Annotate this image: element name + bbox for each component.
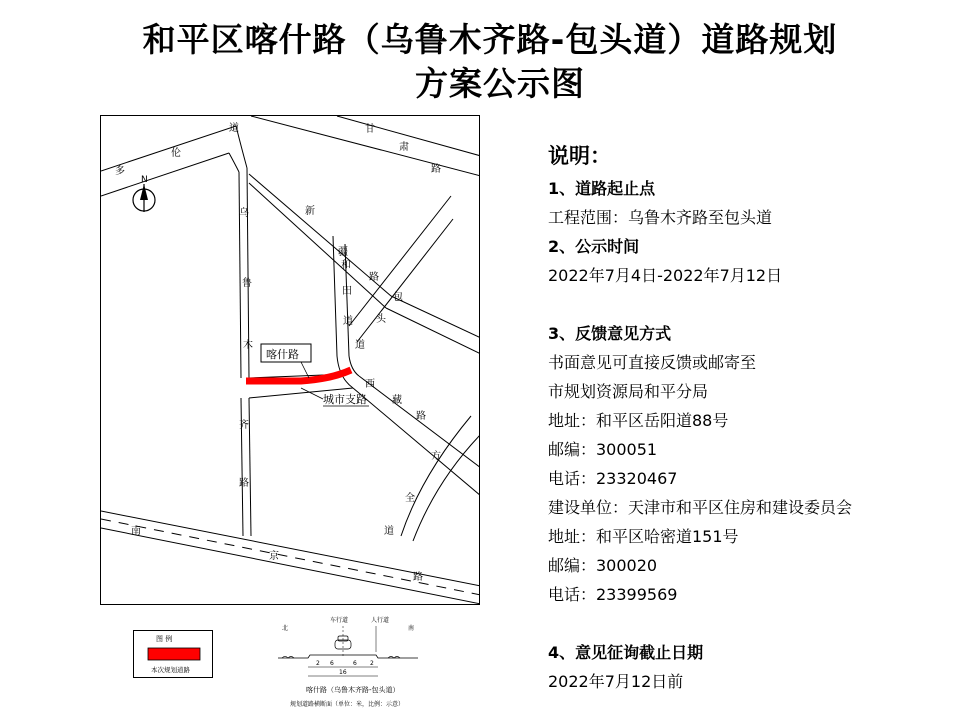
street-char: 田 bbox=[342, 286, 352, 297]
street-char: 多 bbox=[115, 166, 125, 177]
street-char: 京 bbox=[269, 551, 279, 562]
target-road-label: 喀什路 bbox=[266, 348, 299, 361]
section-2-title: 2、公示时间 bbox=[548, 237, 640, 256]
street-char: 藏 bbox=[392, 395, 402, 406]
street-char: 木 bbox=[243, 340, 253, 351]
north-label: N bbox=[141, 175, 148, 185]
section-3-line: 书面意见可直接反馈或邮寄至 bbox=[548, 353, 757, 372]
section-1-title: 1、道路起止点 bbox=[548, 179, 656, 198]
page-title bbox=[0, 18, 960, 106]
section-caption-1: 喀什路（乌鲁木齐路-包头道） bbox=[306, 686, 400, 694]
street-char: 道 bbox=[343, 316, 353, 327]
section-dim: 2 bbox=[370, 660, 374, 667]
section-3-line: 电话：23320467 bbox=[548, 469, 678, 488]
street-char: 南 bbox=[131, 526, 141, 537]
section-3-line: 电话：23399569 bbox=[548, 585, 678, 604]
spacer bbox=[548, 290, 948, 319]
street-char: 新 bbox=[305, 206, 315, 217]
section-3-line: 市规划资源局和平分局 bbox=[548, 382, 709, 401]
section-total-dim: 16 bbox=[339, 669, 347, 676]
street-char: 道 bbox=[355, 340, 365, 351]
road-centerline bbox=[101, 519, 480, 595]
section-3-line: 地址：和平区哈密道151号 bbox=[548, 527, 739, 546]
street-char: 路 bbox=[416, 411, 426, 422]
section-2-text: 2022年7月4日-2022年7月12日 bbox=[548, 266, 783, 285]
section-caption-2: 规划道路横断面（单位：米，比例：示意） bbox=[290, 701, 405, 708]
title-line-2: 方案公示图 bbox=[415, 64, 585, 103]
spacer bbox=[548, 609, 948, 638]
map-legend bbox=[133, 630, 213, 678]
street-char: 路 bbox=[413, 572, 423, 583]
section-1-text: 工程范围：乌鲁木齐路至包头道 bbox=[548, 208, 773, 227]
street-char: 道 bbox=[229, 123, 239, 134]
title-line-1: 和平区喀什路（乌鲁木齐路-包头道）道路规划 bbox=[142, 20, 838, 59]
section-3-line: 建设单位：天津市和平区住房和建设委员会 bbox=[548, 498, 853, 517]
road-class-label: 城市支路 bbox=[323, 393, 367, 406]
section-right-label: 南 bbox=[408, 625, 415, 632]
legend-caption: 本次规划道路 bbox=[151, 666, 190, 674]
section-3-line: 邮编：300051 bbox=[548, 440, 658, 459]
section-3-line: 地址：和平区岳阳道88号 bbox=[548, 411, 729, 430]
street-char: 西 bbox=[365, 379, 375, 390]
notes-heading: 说明： bbox=[548, 144, 611, 168]
section-4-text: 2022年7月12日前 bbox=[548, 672, 684, 691]
street-char: 甘 bbox=[365, 124, 375, 135]
section-carriageway-label: 车行道 bbox=[330, 617, 349, 624]
section-dim: 2 bbox=[316, 660, 320, 667]
street-char: 道 bbox=[384, 526, 394, 537]
street-char: 路 bbox=[369, 272, 379, 283]
section-sidewalk-label: 人行道 bbox=[371, 617, 390, 624]
street-char: 和 bbox=[341, 260, 351, 271]
street-char: 疆 bbox=[338, 247, 348, 258]
section-left-label: 北 bbox=[282, 625, 289, 632]
street-char: 乌 bbox=[239, 208, 249, 219]
section-dim: 6 bbox=[330, 660, 334, 667]
explanation-panel bbox=[548, 140, 948, 696]
street-char: 路 bbox=[239, 478, 249, 489]
site-map bbox=[100, 115, 480, 605]
street-char: 伦 bbox=[171, 148, 181, 159]
street-char: 路 bbox=[431, 164, 441, 175]
section-3-title: 3、反馈意见方式 bbox=[548, 324, 672, 343]
street-char: 肃 bbox=[399, 142, 409, 153]
street-char: 头 bbox=[376, 314, 386, 325]
section-3-line: 邮编：300020 bbox=[548, 556, 658, 575]
cross-section-diagram bbox=[268, 612, 438, 712]
kashi-road-highlight bbox=[246, 370, 351, 381]
street-char: 包 bbox=[393, 292, 403, 303]
north-arrow-icon bbox=[133, 175, 155, 212]
section-dim: 6 bbox=[353, 660, 357, 667]
street-char: 方 bbox=[431, 451, 441, 462]
road-class-leader bbox=[301, 388, 323, 399]
section-4-title: 4、意见征询截止日期 bbox=[548, 643, 704, 662]
street-char: 鲁 bbox=[242, 278, 252, 289]
street-char: 全 bbox=[405, 493, 415, 504]
legend-title: 图 例 bbox=[156, 635, 173, 643]
legend-swatch bbox=[148, 648, 200, 660]
street-char: 齐 bbox=[239, 420, 249, 431]
